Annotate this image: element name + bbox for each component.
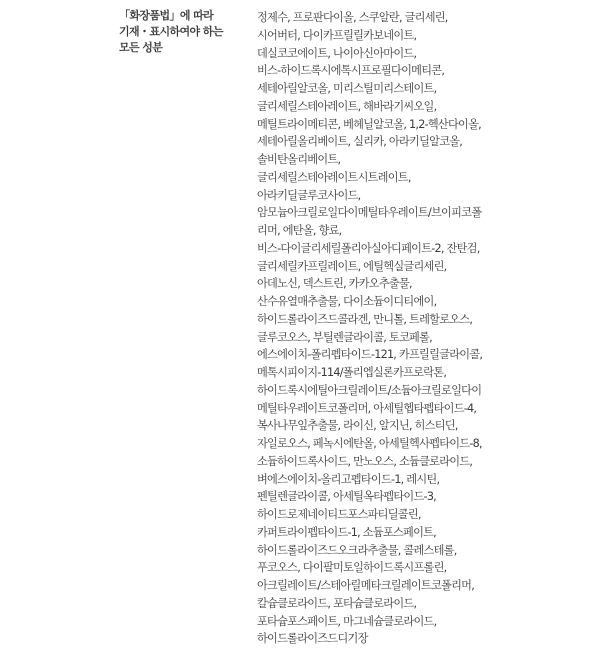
ingredient-line: 푸코오스, 다이팔미토일하이드록시프롤린,	[257, 561, 447, 575]
ingredient-line: 비스-다이글리세릴폴리아실아디페이트-2, 잔탄검,	[257, 241, 480, 255]
ingredient-line: 복사나무잎추출물, 라이신, 알지닌, 히스티딘,	[257, 419, 458, 433]
ingredient-line: 메톡시피이지-114/폴리엡실론카프로락톤,	[257, 366, 447, 379]
ingredient-line: 하이드롤라이즈드디기장	[257, 632, 368, 646]
section-title	[119, 8, 251, 56]
ingredient-line: 카퍼트라이펩타이드-1, 소듐포스페이트,	[257, 525, 436, 539]
ingredient-line: 암모늄아크릴로일다이메틸타우레이트/브이피코폴	[257, 206, 482, 220]
ingredient-line: 세테아릴알코올, 미리스틸미리스테이트,	[257, 82, 437, 95]
ingredient-line: 하이드로제네이티드포스파티딜콜린,	[257, 508, 421, 521]
ingredient-line: 메틸트라이메티콘, 베헤닐알코올, 1,2-헥산다이올,	[257, 117, 481, 131]
ingredient-line: 산수유열매추출물, 다이소듐이디티에이,	[257, 295, 437, 308]
ingredient-line: 펜틸렌글라이콜, 아세틸옥타펩타이드-3,	[257, 490, 436, 504]
ingredient-line: 비스-하이드록시에톡시프로필다이메티콘,	[257, 64, 445, 78]
ingredient-line: 글루코오스, 부틸렌글라이콜, 토코페롤,	[257, 330, 432, 344]
ingredient-line: 하이드롤라이즈드오크라추출물, 콜레스테롤,	[257, 543, 457, 557]
ingredient-list	[257, 9, 592, 648]
section-title-line: 모든 성분	[119, 41, 163, 54]
ingredient-line: 글리세릴카프릴레이트, 에틸헥실글리세린,	[257, 259, 447, 273]
ingredient-line: 포타슘포스페이트, 마그네슘클로라이드,	[257, 614, 437, 628]
ingredient-line: 리머, 에탄올, 향료,	[257, 224, 342, 237]
ingredient-line: 솔비탄올리베이트,	[257, 153, 341, 166]
ingredient-line: 글리세릴스테아레이트, 해바라기씨오일,	[257, 99, 437, 113]
ingredient-line: 아라키딜글루코사이드,	[257, 188, 361, 202]
section-title-line: 기재・표시하여야 하는	[119, 25, 223, 38]
ingredient-line: 아데노신, 덱스트린, 카카오추출물,	[257, 277, 412, 291]
ingredient-line: 소듐하이드록사이드, 만노오스, 소듐클로라이드,	[257, 454, 473, 468]
ingredient-line: 하이드롤라이즈드콜라겐, 만니톨, 트레할로오스,	[257, 312, 473, 326]
ingredient-line: 데실코코에이트, 나이아신아마이드,	[257, 46, 417, 60]
ingredient-line: 메틸타우레이트코폴리머, 아세틸헵타펩타이드-4,	[257, 401, 477, 415]
ingredient-line: 글리세릴스테아레이트시트레이트,	[257, 170, 411, 184]
section-title-line: 「화장품법」에 따라	[119, 9, 214, 22]
ingredient-line: 시어버터, 다이카프릴릴카보네이트,	[257, 28, 417, 42]
ingredient-line: 정제수, 프로판다이올, 스쿠알란, 글리세린,	[257, 11, 448, 24]
ingredient-line: 하이드록시에틸아크릴레이트/소듐아크릴로일다이	[257, 383, 482, 397]
ingredient-line: 자일로오스, 페녹시에탄올, 아세틸헥사펩타이드-8,	[257, 437, 482, 450]
ingredient-line: 칼슘클로라이드, 포타슘클로라이드,	[257, 596, 417, 610]
ingredient-line: 에스에이치-폴리펩타이드-121, 카프릴릴글라이콜,	[257, 348, 483, 362]
ingredient-line: 아크릴레이트/스테아릴메타크릴레이트코폴리머,	[257, 579, 475, 592]
ingredient-line: 세테아릴올리베이트, 실리카, 아라키딜알코올,	[257, 135, 463, 149]
ingredient-line: 벼에스에이치-올리고펩타이드-1, 레시틴,	[257, 472, 440, 486]
